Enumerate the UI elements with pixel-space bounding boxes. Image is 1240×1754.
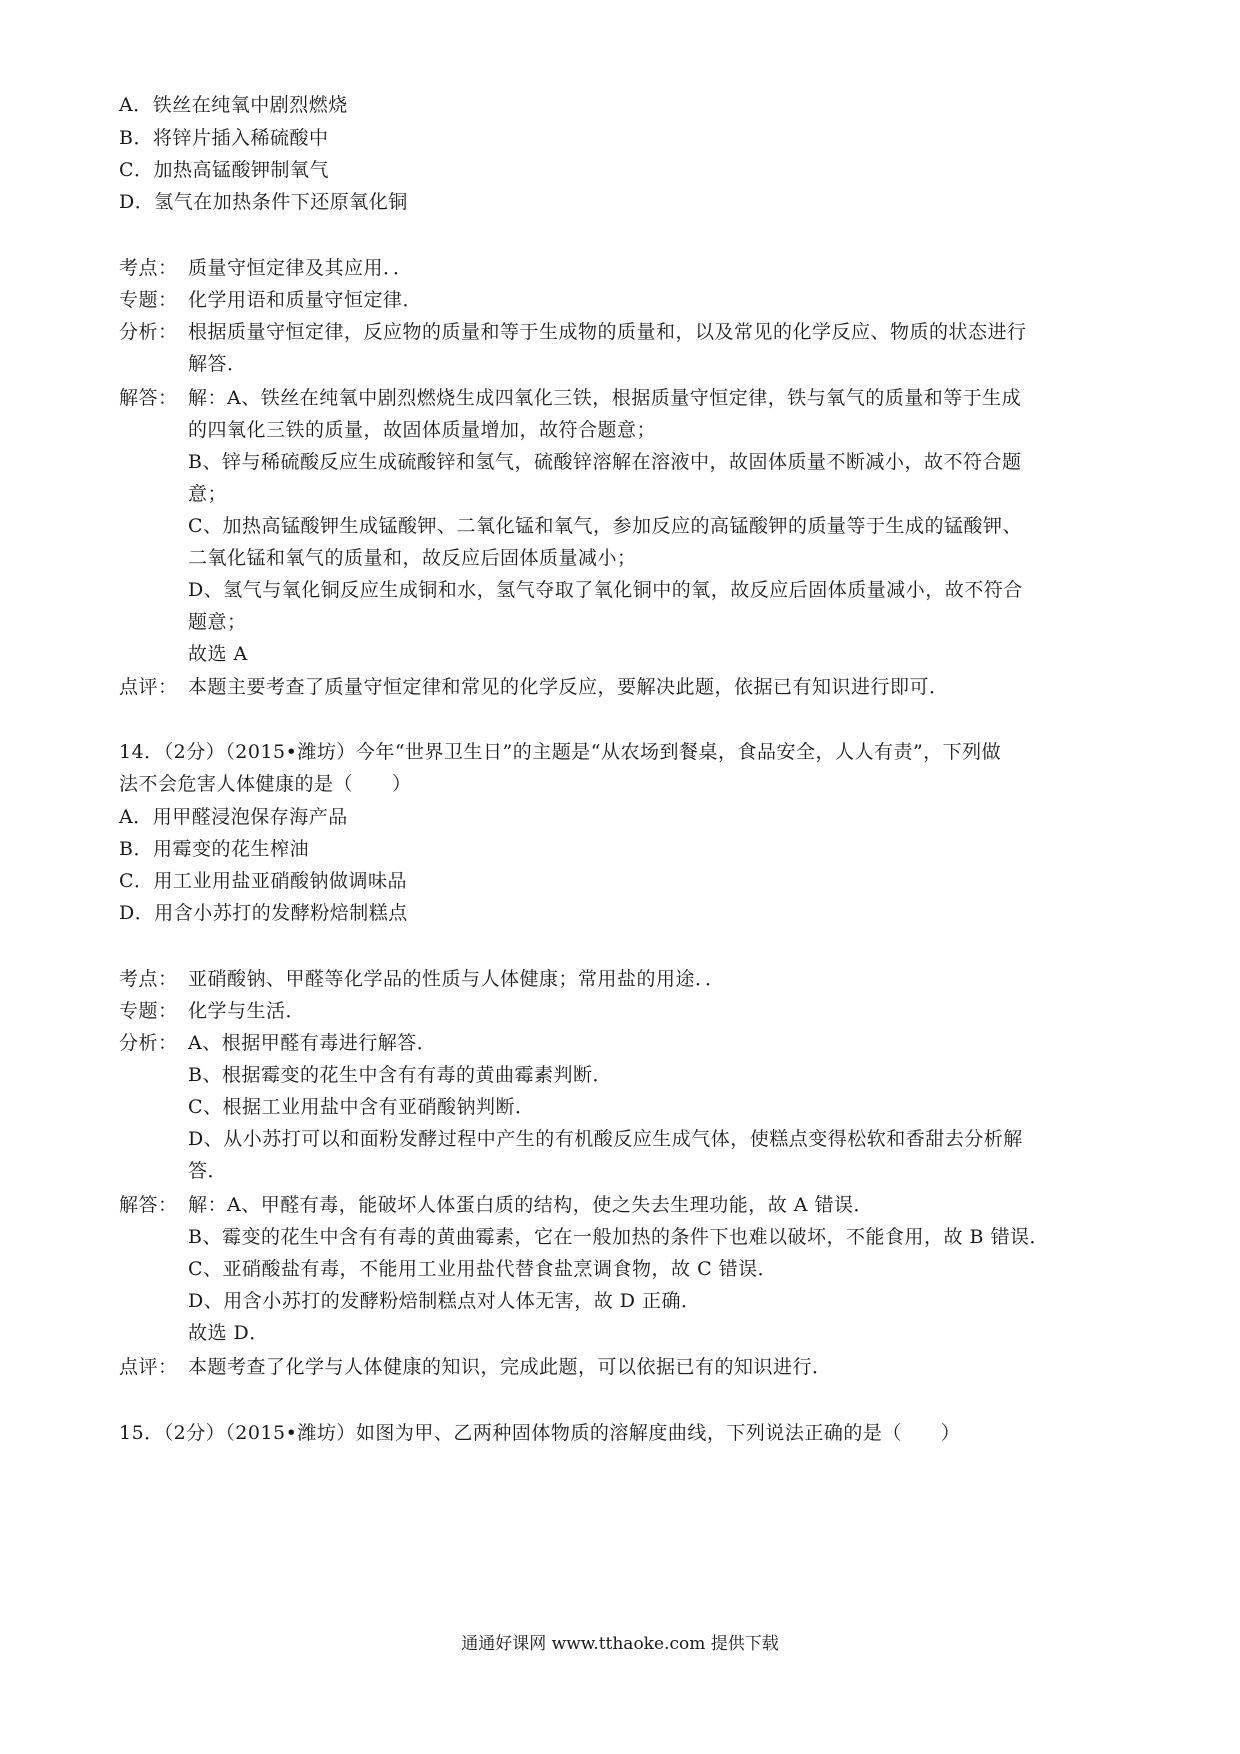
q14-fenxi-line: B、根据霉变的花生中含有有毒的黄曲霉素判断． bbox=[188, 1064, 612, 1086]
q13-jieda-line: 题意； bbox=[188, 611, 247, 633]
q14-jieda-line: 故选 D． bbox=[188, 1322, 269, 1344]
q15-stem: 15．（2分）（2015•潍坊）如图为甲、乙两种固体物质的溶解度曲线，下列说法正确的是（ ） bbox=[119, 1422, 961, 1444]
q14-option-b: B．用霉变的花生榨油 bbox=[119, 838, 309, 860]
q13-dianping: 本题主要考查了质量守恒定律和常见的化学反应，要解决此题，依据已有知识进行即可． bbox=[188, 676, 949, 698]
q14-jieda-label: 解答： bbox=[119, 1194, 178, 1216]
q14-jieda-line: C、亚硝酸盐有毒，不能用工业用盐代替食盐烹调食物，故 C 错误． bbox=[188, 1258, 778, 1280]
q13-kaodian: 质量守恒定律及其应用．． bbox=[188, 257, 413, 279]
q14-kaodian: 亚硝酸钠、甲醛等化学品的性质与人体健康；常用盐的用途．． bbox=[188, 968, 725, 990]
q14-fenxi-line: A、根据甲醛有毒进行解答． bbox=[188, 1032, 437, 1054]
q14-fenxi-line: D、从小苏打可以和面粉发酵过程中产生的有机酸反应生成气体，使糕点变得松软和香甜去分析解 bbox=[188, 1128, 1023, 1150]
q13-fenxi-line: 解答． bbox=[188, 353, 247, 375]
q13-option-b: B．将锌片插入稀硫酸中 bbox=[119, 127, 329, 149]
q14-option-c: C．用工业用盐亚硝酸钠做调味品 bbox=[119, 870, 408, 892]
q14-zhuanti: 化学与生活． bbox=[188, 1000, 306, 1022]
q14-stem-line: 14．（2分）（2015•潍坊）今年“世界卫生日”的主题是“从农场到餐桌，食品安全，人人有责”，下列做 bbox=[119, 741, 1002, 763]
q13-jieda-line: 的四氧化三铁的质量，故固体质量增加，故符合题意； bbox=[188, 419, 657, 441]
q14-option-d: D．用含小苏打的发酵粉焙制糕点 bbox=[119, 902, 408, 924]
q13-fenxi-line: 根据质量守恒定律，反应物的质量和等于生成物的质量和，以及常见的化学反应、物质的状态进行 bbox=[188, 321, 1027, 343]
q13-dianping-label: 点评： bbox=[119, 676, 178, 698]
page-footer: 通通好课网 www.tthaoke.com 提供下载 bbox=[461, 1634, 779, 1654]
q13-jieda-label: 解答： bbox=[119, 387, 178, 409]
q13-jieda-line: D、氢气与氧化铜反应生成铜和水，氢气夺取了氧化铜中的氧，故反应后固体质量减小，故不符合 bbox=[188, 579, 1023, 601]
q13-zhuanti-label: 专题： bbox=[119, 289, 178, 311]
q14-kaodian-label: 考点： bbox=[119, 968, 178, 990]
q13-kaodian-label: 考点： bbox=[119, 257, 178, 279]
q13-jieda-line: C、加热高锰酸钾生成锰酸钾、二氧化锰和氧气，参加反应的高锰酸钾的质量等于生成的锰酸钾、 bbox=[188, 515, 1023, 537]
q13-option-c: C．加热高锰酸钾制氧气 bbox=[119, 159, 330, 181]
q14-fenxi-line: C、根据工业用盐中含有亚硝酸钠判断． bbox=[188, 1096, 535, 1118]
q14-jieda-line: B、霉变的花生中含有有毒的黄曲霉素，它在一般加热的条件下也难以破坏，不能食用，故 B 错误． bbox=[188, 1226, 1050, 1248]
q14-jieda-line: 解：A、甲醛有毒，能破坏人体蛋白质的结构，使之失去生理功能，故 A 错误． bbox=[188, 1194, 874, 1216]
q14-fenxi-label: 分析： bbox=[119, 1032, 178, 1054]
q13-option-a: A．铁丝在纯氧中剧烈燃烧 bbox=[119, 94, 348, 116]
q14-stem-line: 法不会危害人体健康的是（ ） bbox=[119, 773, 412, 795]
q14-fenxi-line: 答． bbox=[188, 1160, 228, 1182]
q14-option-a: A．用甲醛浸泡保存海产品 bbox=[119, 806, 348, 828]
q13-jieda-line: 故选 A bbox=[188, 643, 248, 665]
q13-jieda-line: 意； bbox=[188, 483, 228, 505]
q14-dianping: 本题考查了化学与人体健康的知识，完成此题，可以依据已有的知识进行． bbox=[188, 1356, 832, 1378]
q13-zhuanti: 化学用语和质量守恒定律． bbox=[188, 289, 423, 311]
q13-option-d: D．氢气在加热条件下还原氧化铜 bbox=[119, 191, 408, 213]
q13-fenxi-label: 分析： bbox=[119, 321, 178, 343]
q14-dianping-label: 点评： bbox=[119, 1356, 178, 1378]
q13-jieda-line: B、锌与稀硫酸反应生成硫酸锌和氢气，硫酸锌溶解在溶液中，故固体质量不断减小，故不符合题 bbox=[188, 451, 1022, 473]
q13-jieda-line: 二氧化锰和氧气的质量和，故反应后固体质量减小； bbox=[188, 547, 637, 569]
q14-zhuanti-label: 专题： bbox=[119, 1000, 178, 1022]
q14-jieda-line: D、用含小苏打的发酵粉焙制糕点对人体无害，故 D 正确． bbox=[188, 1290, 701, 1312]
q13-jieda-line: 解：A、铁丝在纯氧中剧烈燃烧生成四氧化三铁，根据质量守恒定律，铁与氧气的质量和等于生成 bbox=[188, 387, 1022, 409]
